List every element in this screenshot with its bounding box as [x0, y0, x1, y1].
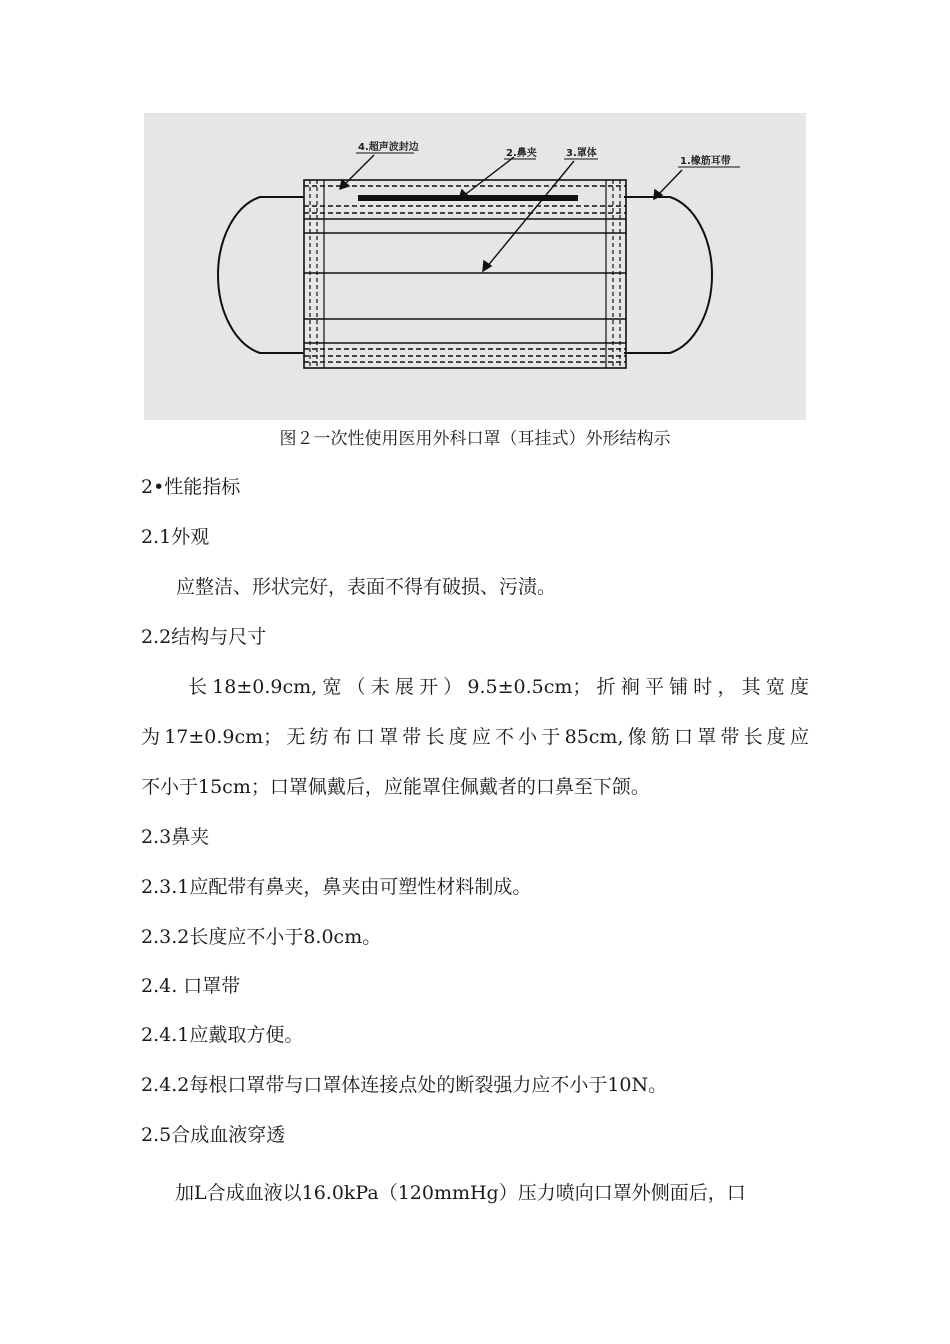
left-seal-strip	[310, 180, 324, 368]
mask-structure-figure	[144, 113, 806, 420]
section-2-1-heading: 2.1外观	[141, 526, 210, 548]
right-seal-strip	[606, 180, 620, 368]
arrow-nose-clip	[462, 157, 514, 197]
arrow-mask-body	[486, 161, 574, 268]
arrow-ultrasonic-seal	[342, 155, 374, 187]
bottom-seams	[304, 343, 626, 362]
section-2-2-body-line-3: 不小于15cm；口罩佩戴后，应能罩住佩戴者的口鼻至下颌。	[141, 776, 650, 798]
label-mask-body: 3.罩体	[566, 148, 597, 159]
section-2-1-body: 应整洁、形状完好，表面不得有破损、污渍。	[176, 576, 557, 598]
section-2-4-2: 2.4.2每根口罩带与口罩体连接点处的断裂强力应不小于10N。	[141, 1074, 668, 1096]
section-2-5-body: 加L合成血液以16.0kPa（120mmHg）压力喷向口罩外侧面后，口	[175, 1182, 746, 1204]
pleat-lines	[304, 233, 626, 319]
label-nose-clip: 2.鼻夹	[506, 148, 537, 159]
section-2-heading: 2•性能指标	[141, 476, 241, 498]
label-ear-loop: 1.橡筋耳带	[680, 156, 731, 167]
section-2-4-heading: 2.4. 口罩带	[141, 975, 241, 997]
mask-diagram	[144, 113, 806, 420]
section-2-5-heading: 2.5合成血液穿透	[141, 1124, 286, 1146]
mask-body-outline	[304, 180, 626, 368]
section-2-2-body-line-1: 长18±0.9cm,宽（未展开）9.5±0.5cm；折裥平铺时，其宽度	[188, 676, 809, 698]
figure-caption: 图２一次性使用医用外科口罩（耳挂式）外形结构示	[279, 429, 671, 449]
section-2-3-heading: 2.3鼻夹	[141, 826, 210, 848]
left-ear-loop	[218, 197, 304, 353]
section-2-2-body-line-2: 为17±0.9cm；无纺布口罩带长度应不小于85cm,像筋口罩带长度应	[141, 726, 809, 748]
label-ultrasonic-seal: 4.超声波封边	[358, 142, 419, 153]
top-seams	[304, 186, 626, 219]
section-2-3-1: 2.3.1应配带有鼻夹，鼻夹由可塑性材料制成。	[141, 876, 532, 898]
section-2-4-1: 2.4.1应戴取方便。	[141, 1024, 304, 1046]
right-ear-loop	[624, 197, 712, 353]
section-2-2-heading: 2.2结构与尺寸	[141, 626, 267, 648]
section-2-3-2: 2.3.2长度应不小于8.0cm。	[141, 926, 382, 948]
